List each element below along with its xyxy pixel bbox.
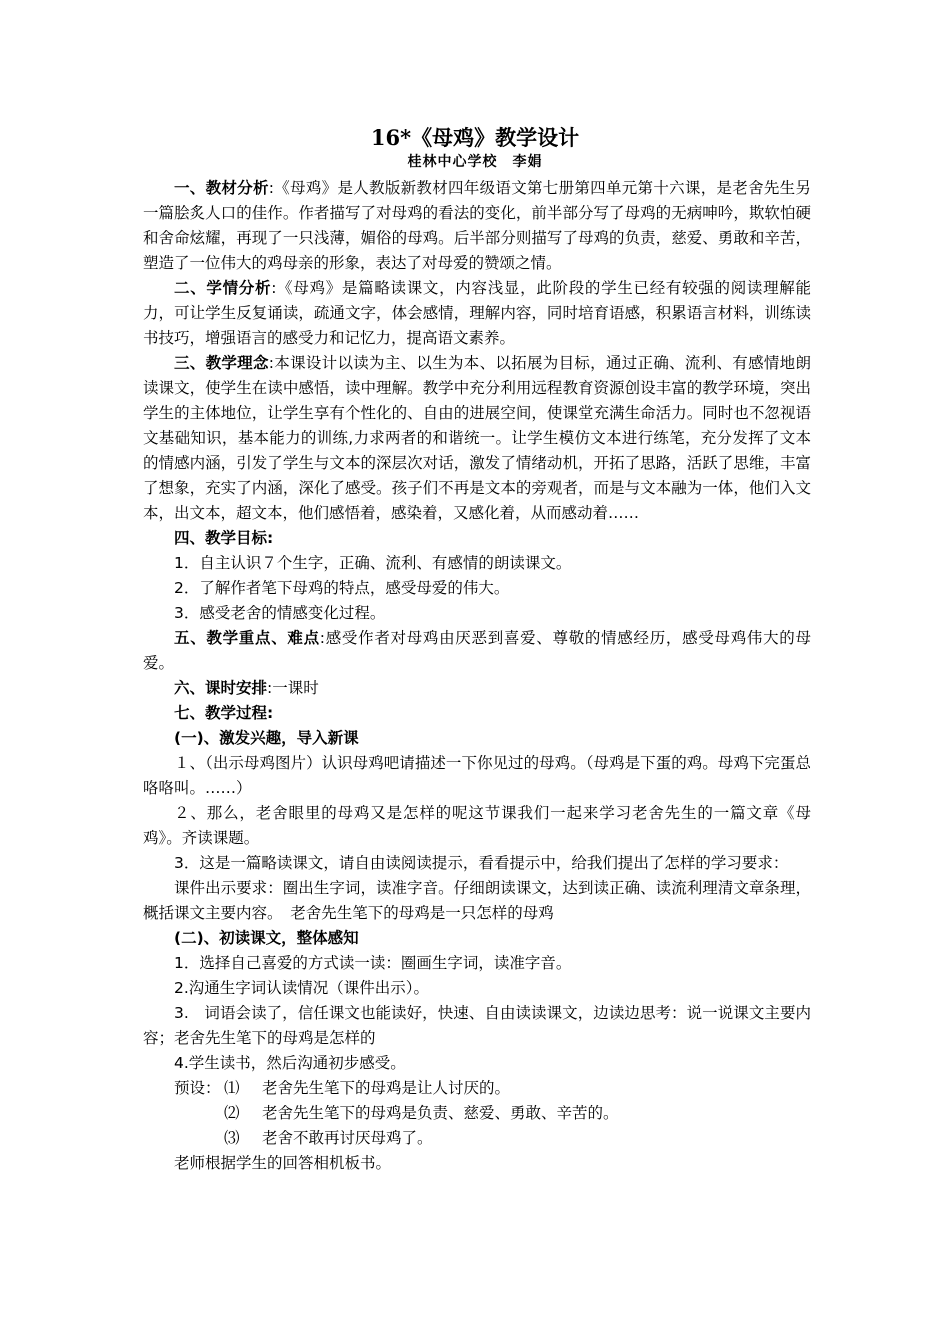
section-text: :《母鸡》是人教版新教材四年级语文第七册第四单元第十六课，是老舍先生另一篇脍炙人口的佳作。作者描写了对母鸡的看法的变化，前半部分写了母鸡的无病呻吟，欺软怕硬和舍命炫耀，再现了一只浅薄，媚俗的母鸡。后半部分则描写了母鸡的负责，慈爱、勇敢和辛苦，塑造了一位伟大的鸡母亲的形象，表达了对母爱的赞颂之情。	[143, 179, 811, 272]
section-heading: 六、课时安排	[174, 679, 268, 697]
process-paragraph: 2.沟通生字词认读情况（课件出示）。	[174, 979, 430, 997]
section-heading: 三、教学理念	[174, 354, 269, 372]
preset-text: 老舍先生笔下的母鸡是负责、慈爱、勇敢、辛苦的。	[262, 1104, 619, 1122]
goal-item: 3．感受老舍的情感变化过程。	[174, 604, 386, 622]
document-author: 桂林中心学校 李娟	[407, 154, 543, 170]
section-text: :本课设计以读为主、以生为本、以拓展为目标，通过正确、流利、有感情地朗读课文，使学生在读中感悟，读中理解。教学中充分利用远程教育资源创设丰富的教学环境，突出学生的主体地位，让学生享有个性化的、自由的进展空间，使课堂充满生命活力。同时也不忽视语文基础知识，基本能力的训练,力求两者的和谐统一。让学生模仿文本进行练笔，充分发挥了文本的情感内涵，引发了学生与文本的深层次对话，激发了情绪动机，开拓了思路，活跃了思维，丰富了想象，充实了内涵，深化了感受。孩子们不再是文本的旁观者，而是与文本融为一体，他们入文本，出文本，超文本，他们感悟着，感染着，又感化着，从而感动着……	[143, 354, 811, 522]
preset-item	[143, 1101, 811, 1126]
section-teaching-philosophy	[143, 351, 811, 526]
preset-item	[143, 1126, 811, 1151]
section-student-analysis	[143, 276, 811, 351]
section-key-points	[143, 626, 811, 676]
process-paragraph: 3. 词语会读了，信任课文也能读好，快速、自由读读课文，边读边思考：说一说课文主要内容；老舍先生笔下的母鸡是怎样的	[143, 1004, 811, 1047]
preset-number: ⑵	[224, 1104, 240, 1122]
section-text: :《母鸡》是篇略读课文，内容浅显，此阶段的学生已经有较强的阅读理解能力，可让学生反复诵读，疏通文字，体会感情，理解内容，同时培育语感，积累语言材料，训练读书技巧，增强语言的感受力和记忆力，提高语文素养。	[143, 279, 811, 347]
process-paragraph: 3．这是一篇略读课文，请自由读阅读提示，看看提示中，给我们提出了怎样的学习要求：	[174, 854, 789, 872]
closing-paragraph: 老师根据学生的回答相机板书。	[174, 1154, 392, 1172]
preset-number: ⑶	[224, 1129, 240, 1147]
document-title: 16*《母鸡》教学设计	[370, 125, 580, 150]
process-paragraph: １、（出示母鸡图片）认识母鸡吧请描述一下你见过的母鸡。（母鸡是下蛋的鸡。母鸡下完蛋总咯咯叫。……）	[143, 754, 811, 797]
section-text: :一课时	[267, 679, 319, 697]
section-textbook-analysis	[143, 176, 811, 276]
section-process-heading: 七、教学过程:	[174, 704, 274, 722]
preset-text: 老舍不敢再讨厌母鸡了。	[262, 1129, 433, 1147]
goal-item: 1．自主认识７个生字，正确、流利、有感情的朗读课文。	[174, 554, 572, 572]
process-paragraph: 1．选择自己喜爱的方式读一读：圈画生字词，读准字音。	[174, 954, 572, 972]
goal-item: 2．了解作者笔下母鸡的特点，感受母爱的伟大。	[174, 579, 510, 597]
section-text: :感受作者对母鸡由厌恶到喜爱、尊敬的情感经历，感受母鸡伟大的母爱。	[143, 629, 811, 672]
preset-number: ⑴	[224, 1079, 240, 1097]
process-paragraph: ２、那么，老舍眼里的母鸡又是怎样的呢这节课我们一起来学习老舍先生的一篇文章《母鸡》。齐读课题。	[143, 804, 811, 847]
process-paragraph: 4.学生读书，然后沟通初步感受。	[174, 1054, 406, 1072]
preset-item	[143, 1076, 811, 1101]
preset-text: 老舍先生笔下的母鸡是让人讨厌的。	[262, 1079, 511, 1097]
section-schedule	[143, 676, 811, 701]
section-teaching-goals-heading: 四、教学目标:	[174, 529, 274, 547]
section-heading: 二、学情分析	[174, 279, 272, 297]
process-part1-heading: (一)、激发兴趣，导入新课	[174, 729, 359, 747]
preset-label: 预设：	[174, 1079, 221, 1097]
document-body	[143, 176, 811, 1176]
section-heading: 一、教材分析	[174, 179, 269, 197]
process-part2-heading: (二)、初读课文，整体感知	[174, 929, 359, 947]
process-paragraph: 课件出示要求：圈出生字词，读准字音。仔细朗读课文，达到读正确、读流利理清文章条理，概括课文主要内容。 老舍先生笔下的母鸡是一只怎样的母鸡	[143, 879, 811, 922]
section-heading: 五、教学重点、难点	[174, 629, 320, 647]
